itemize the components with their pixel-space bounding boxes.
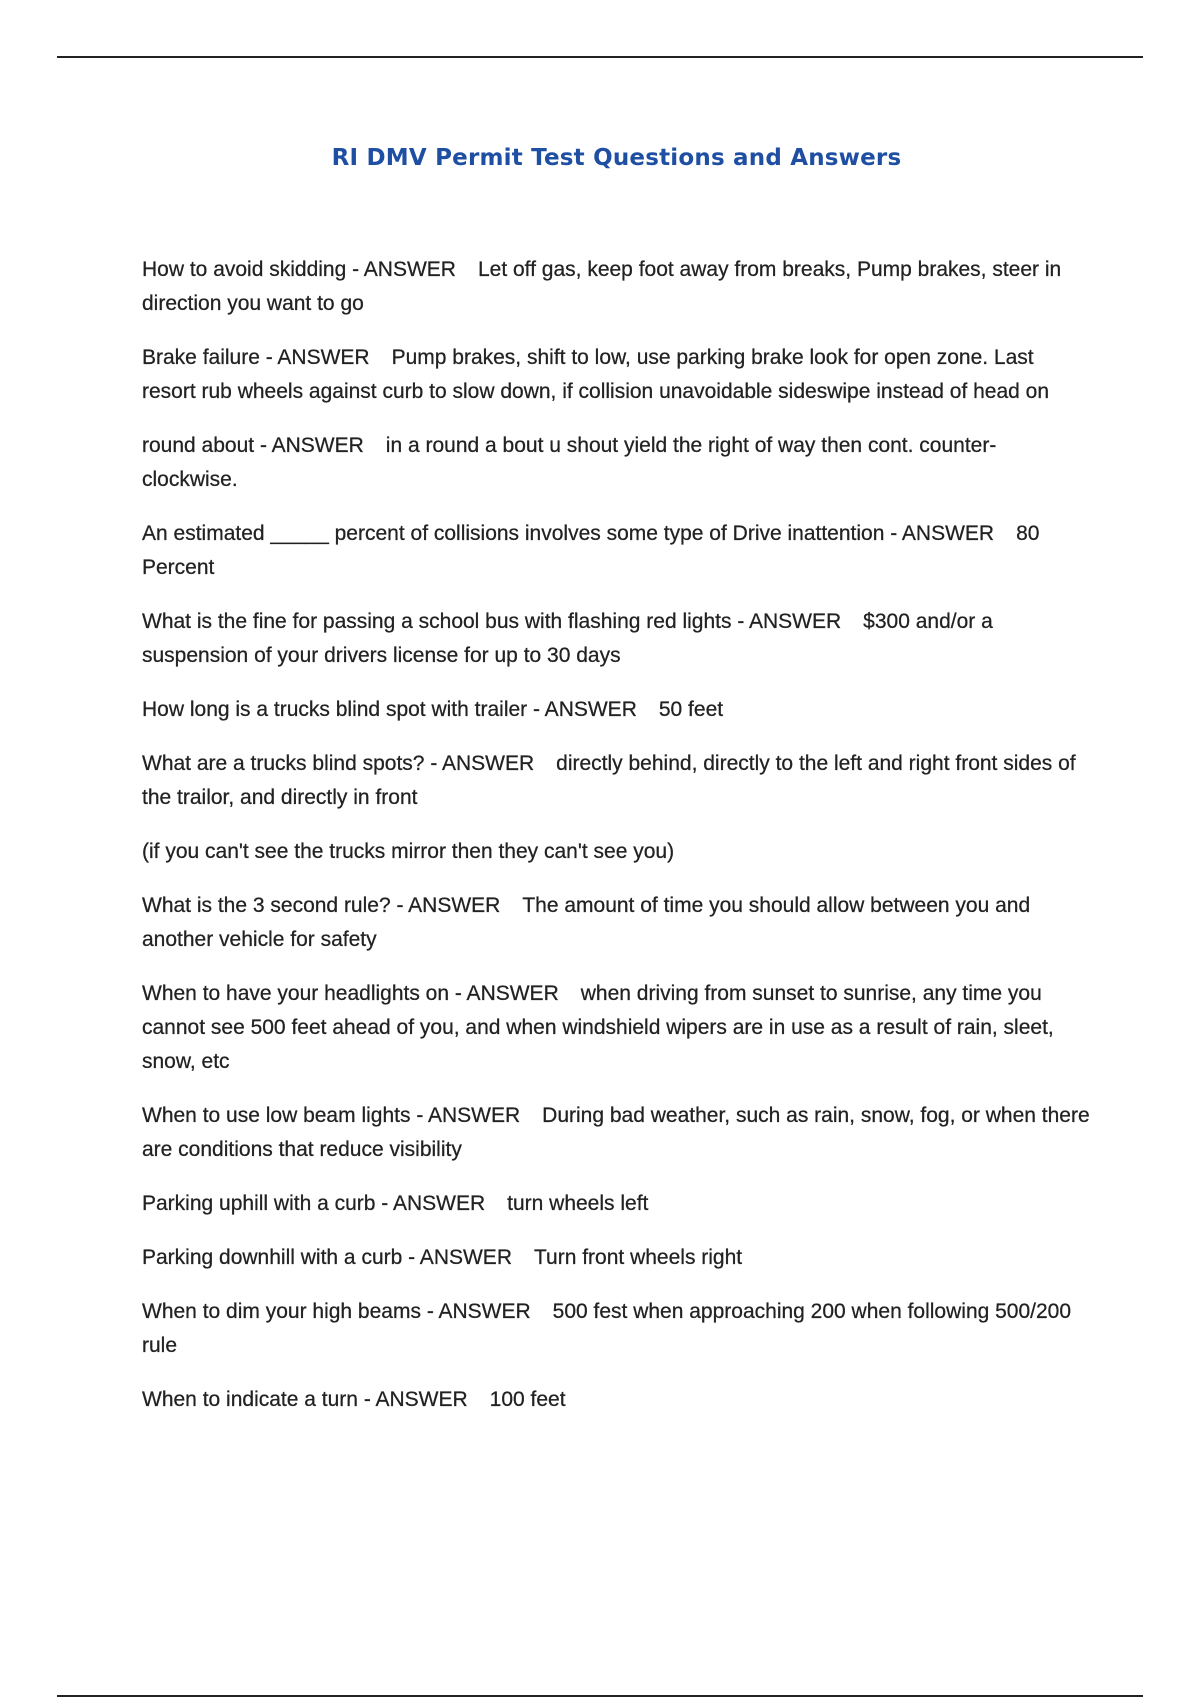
answer-text: The amount of time you should allow between you and another vehicle for safety [142, 894, 1031, 951]
question-text: When to use low beam lights [142, 1104, 411, 1127]
answer-marker: - ANSWER [352, 258, 456, 281]
qa-entry-three-second-rule [142, 889, 1092, 957]
question-text: Parking downhill with a curb [142, 1246, 403, 1269]
answer-text: directly behind, directly to the left and right front sides of the trailor, and directly in front [142, 752, 1076, 809]
qa-entry-headlights-on [142, 977, 1092, 1079]
answer-text: 500 fest when approaching 200 when following 500/200 rule [142, 1300, 1072, 1357]
answer-text: Turn front wheels right [533, 1246, 743, 1269]
answer-text: turn wheels left [507, 1192, 649, 1215]
qa-entry-school-bus-fine [142, 605, 1092, 673]
qa-entry-parking-downhill [142, 1241, 1092, 1275]
answer-marker: - ANSWER [430, 752, 535, 775]
question-text: When to dim your high beams [142, 1300, 421, 1323]
answer-marker: - ANSWER [533, 698, 637, 721]
answer-marker: - ANSWER [265, 346, 370, 369]
question-text: An estimated _____ percent of collisions involves some type of Drive inattention [142, 522, 885, 545]
question-text: When to indicate a turn [142, 1388, 358, 1411]
note-truck-mirror: (if you can't see the trucks mirror then they can't see you) [142, 840, 675, 863]
answer-text: 100 feet [489, 1388, 566, 1411]
answer-text: when driving from sunset to sunrise, any time you cannot see 500 feet ahead of you, and when windshield wipers are in use as a result of rain, sleet, snow, etc [142, 982, 1054, 1073]
question-text: round about [142, 434, 255, 457]
answer-text: 50 feet [658, 698, 724, 721]
question-text: When to have your headlights on [142, 982, 450, 1005]
answer-marker: - ANSWER [454, 982, 559, 1005]
answer-text: Let off gas, keep foot away from breaks, Pump brakes, steer in direction you want to go [142, 258, 1062, 315]
answer-text: $300 and/or a suspension of your drivers license for up to 30 days [142, 610, 993, 667]
answer-text: Pump brakes, shift to low, use parking brake look for open zone. Last resort rub wheels against curb to slow down, if collision unavoidable sideswipe instead of head on [142, 346, 1050, 403]
question-text: How to avoid skidding [142, 258, 347, 281]
qa-list [142, 253, 1092, 1437]
question-text: Brake failure [142, 346, 260, 369]
answer-marker: - ANSWER [737, 610, 842, 633]
document-title: RI DMV Permit Test Questions and Answers [331, 145, 902, 171]
answer-marker: - ANSWER [426, 1300, 531, 1323]
qa-entry-low-beams [142, 1099, 1092, 1167]
qa-entry-collision-inattention [142, 517, 1092, 585]
answer-marker: - ANSWER [259, 434, 364, 457]
question-text: What are a trucks blind spots? [142, 752, 425, 775]
question-text: What is the fine for passing a school bus with flashing red lights [142, 610, 732, 633]
answer-marker: - ANSWER [408, 1246, 512, 1269]
question-text: Parking uphill with a curb [142, 1192, 376, 1215]
question-text: What is the 3 second rule? [142, 894, 391, 917]
qa-entry-truck-blind-spots [142, 747, 1092, 815]
answer-text: 80 Percent [142, 522, 1040, 579]
qa-entry-brake-failure [142, 341, 1092, 409]
answer-text: During bad weather, such as rain, snow, fog, or when there are conditions that reduce visibility [142, 1104, 1090, 1161]
answer-marker: - ANSWER [363, 1388, 468, 1411]
qa-entry-parking-uphill [142, 1187, 1092, 1221]
qa-entry-truck-blind-spot-length [142, 693, 1092, 727]
answer-text: in a round a bout u shout yield the right of way then cont. counter-clockwise. [142, 434, 997, 491]
answer-marker: - ANSWER [381, 1192, 486, 1215]
answer-marker: - ANSWER [416, 1104, 521, 1127]
qa-entry-indicate-turn [142, 1383, 1092, 1417]
top-rule [57, 56, 1143, 58]
question-text: How long is a trucks blind spot with trailer [142, 698, 528, 721]
bottom-rule [57, 1695, 1143, 1697]
answer-marker: - ANSWER [396, 894, 501, 917]
qa-entry-dim-high-beams [142, 1295, 1092, 1363]
answer-marker: - ANSWER [890, 522, 995, 545]
qa-entry-avoid-skidding [142, 253, 1092, 321]
qa-entry-round-about [142, 429, 1092, 497]
